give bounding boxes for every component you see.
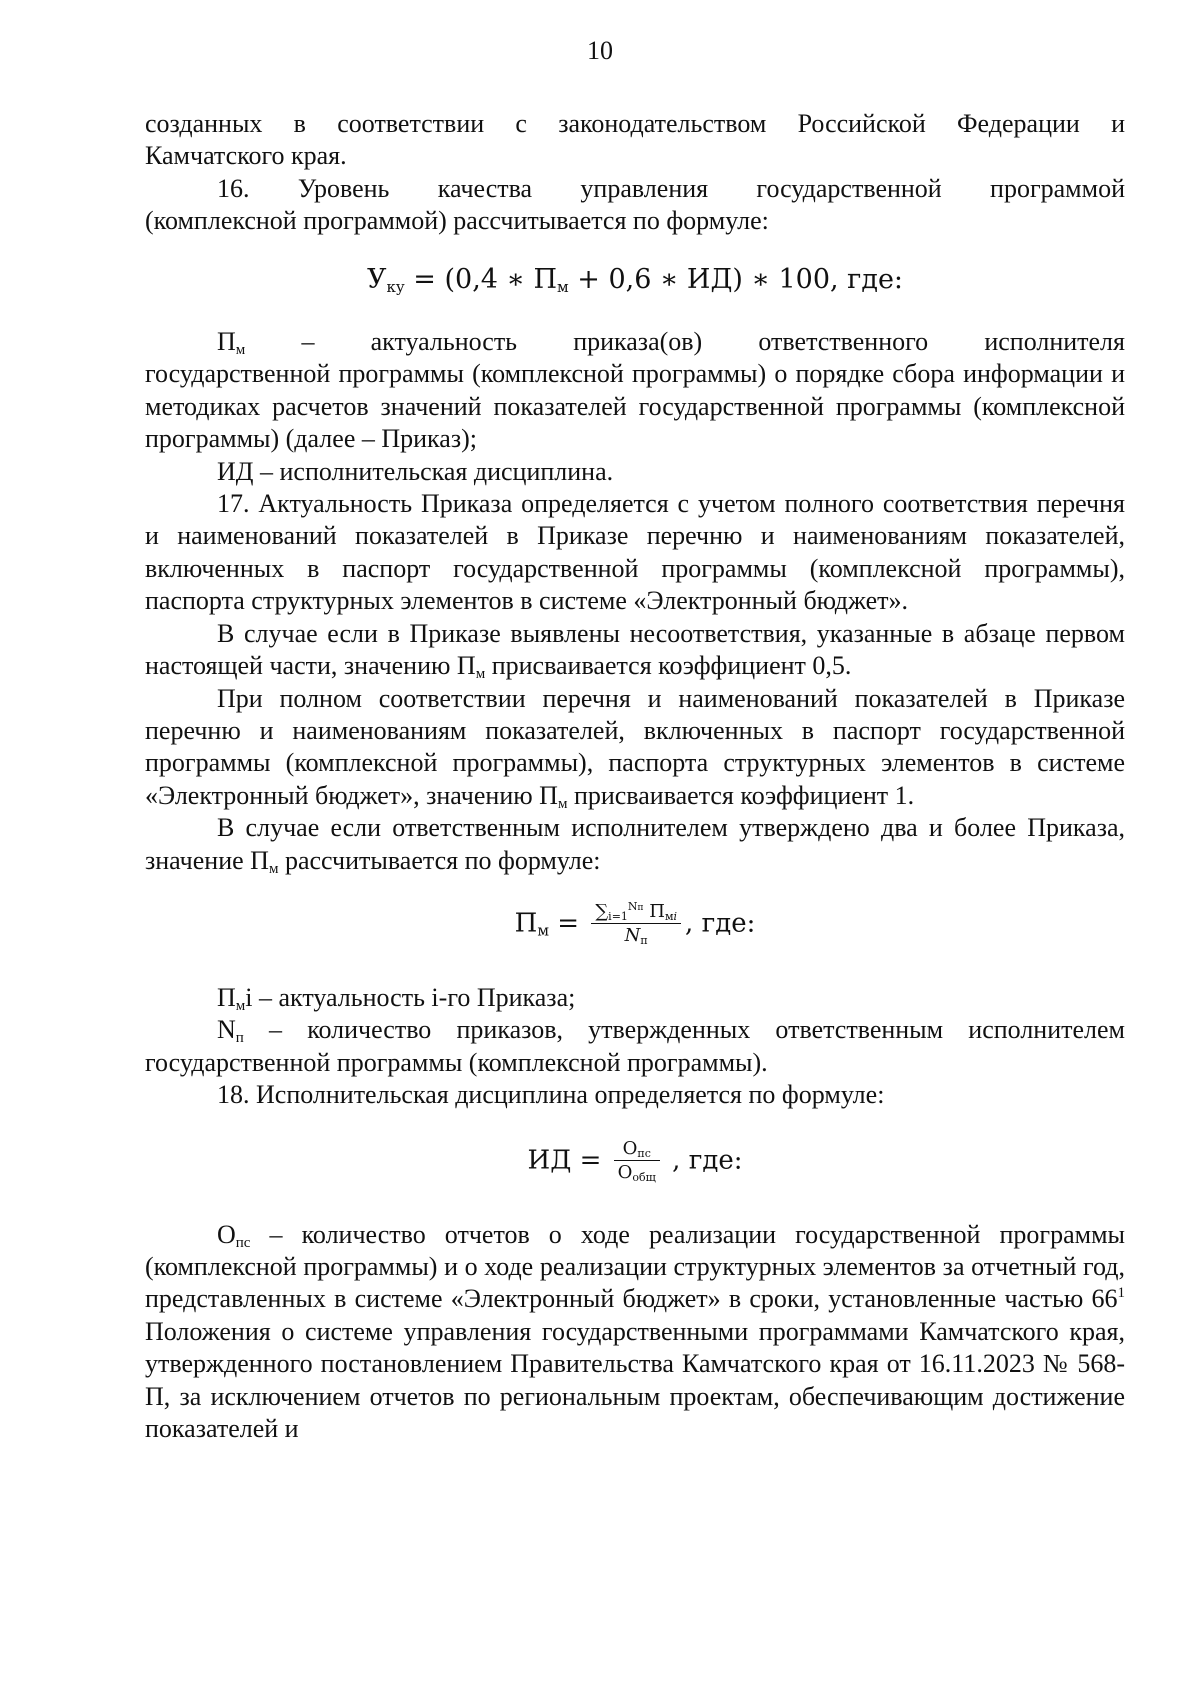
definition-ops [145, 1219, 1125, 1446]
paragraph-18: 18. Исполнительская дисциплина определяется по формуле: [217, 1080, 885, 1110]
symbol-np-sub: п [235, 1030, 244, 1047]
definition-pm-line1 [145, 326, 1125, 358]
formula-pm-average [145, 901, 1125, 948]
definition-pm-rest: государственной программы (комплексной программы) о порядке сбора информации и методиках расчетов значений показателей государственной программы (комплексной программы) (далее – Приказ); [145, 359, 1125, 454]
definition-pm-text: – актуальность приказа(ов) ответственного исполнителя [245, 327, 1125, 357]
formula3-lhs: ИД [527, 1145, 572, 1176]
formula-discipline [145, 1138, 1125, 1185]
symbol-ops: О [217, 1219, 236, 1249]
formula2-sum-upper-sub: п [637, 902, 644, 913]
formula2-tail: , где: [685, 908, 756, 939]
formula1-rhs: = (0,4 ∗ П [404, 263, 558, 295]
paragraph-intro-line1: созданных в соответствии с законодательством Российской Федерации и [145, 109, 1125, 138]
formula-quality-level [145, 264, 1125, 296]
definition-ops-sup: 1 [1117, 1285, 1125, 1302]
formula3-tail: , где: [663, 1145, 743, 1176]
formula2-sum-lower: i=1 [608, 909, 628, 923]
formula3-eq: = [571, 1145, 610, 1176]
definition-np-text: – количество приказов, утвержденных ответственным исполнителем государственной программы (комплексной программы). [145, 1015, 1125, 1077]
formula2-lhs-sub: м [537, 921, 549, 940]
formula3-num-sub: пс [637, 1146, 651, 1160]
formula3-numerator [614, 1138, 660, 1161]
paragraph-full-b: присваивается коэффициент 1. [567, 780, 915, 810]
paragraph-intro-line2: Камчатского края. [145, 141, 347, 171]
formula2-lhs: П [514, 908, 538, 939]
paragraph-16-line2: (комплексной программой) рассчитывается по формуле: [145, 206, 769, 236]
formula3-num-o: О [622, 1137, 638, 1159]
paragraph-two-orders [145, 812, 1125, 877]
paragraph-full-sub: м [557, 795, 568, 812]
definition-pmi [145, 982, 1125, 1014]
document-body [145, 108, 1125, 1445]
paragraph-two-a: В случае если ответственным исполнителем утверждено два и более Приказа, значение П [145, 813, 1125, 875]
paragraph-full-match [145, 683, 1125, 813]
formula2-den-sub: п [640, 933, 648, 947]
paragraph-17: 17. Актуальность Приказа определяется с учетом полного соответствия перечня и наименований показателей в Приказе перечню и наименованиям показателей, включенных в паспорт государственной программы (комплексной программы), паспорта структурных элементов в системе «Электронный бюджет». [145, 489, 1125, 616]
formula2-denominator [591, 924, 681, 948]
paragraph-full-a: При полном соответствии перечня и наименований показателей в Приказе перечню и наименованиям показателей, включенных в паспорт государственной программы (комплексной программы), паспорта структурных элементов в системе «Электронный бюджет», значению П [145, 683, 1125, 810]
symbol-pmi: П [217, 982, 236, 1012]
formula2-sum-upper-n: N [627, 899, 638, 913]
definition-pmi-text: i – актуальность i-го Приказа; [245, 982, 576, 1012]
paragraph-mismatch-a: В случае если в Приказе выявлены несоответствия, указанные в абзаце первом настоящей части, значению П [145, 618, 1125, 681]
definition-ops-b: Положения о системе управления государственными программами Камчатского края, утвержденного постановлением Правительства Камчатского края от 16.11.2023 № 568-П, за исключением отчетов по региональным проектам, обеспечивающим достижение показателей и [145, 1316, 1125, 1443]
formula1-lhs: У [366, 263, 387, 295]
paragraph-mismatch-sub: м [475, 666, 486, 683]
formula1-lhs-sub: ку [386, 277, 405, 296]
formula2-sum-upper [628, 900, 644, 913]
definition-ops-a: – количество отчетов о ходе реализации государственной программы (комплексной программы) и о ходе реализации структурных элементов за отчетный год, представленных в системе «Электронный бюджет» в сроки, установленные частью 66 [145, 1219, 1125, 1314]
formula2-sum-sign: ∑ [595, 900, 609, 922]
paragraph-mismatch-b: присваивается коэффициент 0,5. [485, 651, 852, 681]
formula1-rhs-sub: м [557, 277, 569, 296]
formula2-term-sub-i: i [673, 909, 678, 923]
formula2-eq: = [548, 908, 588, 939]
paragraph-two-b: рассчитывается по формуле: [278, 845, 601, 875]
formula3-den-o: О [617, 1161, 633, 1183]
definition-id: ИД – исполнительская дисциплина. [217, 456, 614, 486]
formula3-denominator [614, 1161, 660, 1185]
paragraph-two-sub: м [268, 860, 279, 877]
formula1-rhs-rest: + 0,6 ∗ ИД) ∗ 100, где: [568, 263, 904, 295]
symbol-pm: П [217, 327, 236, 357]
definition-np [145, 1014, 1125, 1079]
formula3-fraction [614, 1138, 660, 1185]
formula2-fraction [591, 901, 681, 948]
formula2-numerator [591, 901, 681, 924]
paragraph-mismatch [145, 618, 1125, 683]
formula2-den-n: N [624, 924, 641, 946]
formula3-den-sub: общ [632, 1170, 656, 1184]
page-number: 10 [587, 36, 613, 65]
formula2-term: П [643, 900, 665, 922]
symbol-np: N [217, 1015, 236, 1045]
paragraph-16-line1: 16. Уровень качества управления государственной программой [217, 173, 1125, 203]
symbol-pmi-sub: м [235, 997, 246, 1014]
symbol-ops-sub: пс [235, 1234, 251, 1251]
formula2-term-sub [665, 910, 677, 923]
symbol-pm-sub: м [235, 342, 246, 359]
formula2-term-sub-m: м [664, 909, 674, 923]
